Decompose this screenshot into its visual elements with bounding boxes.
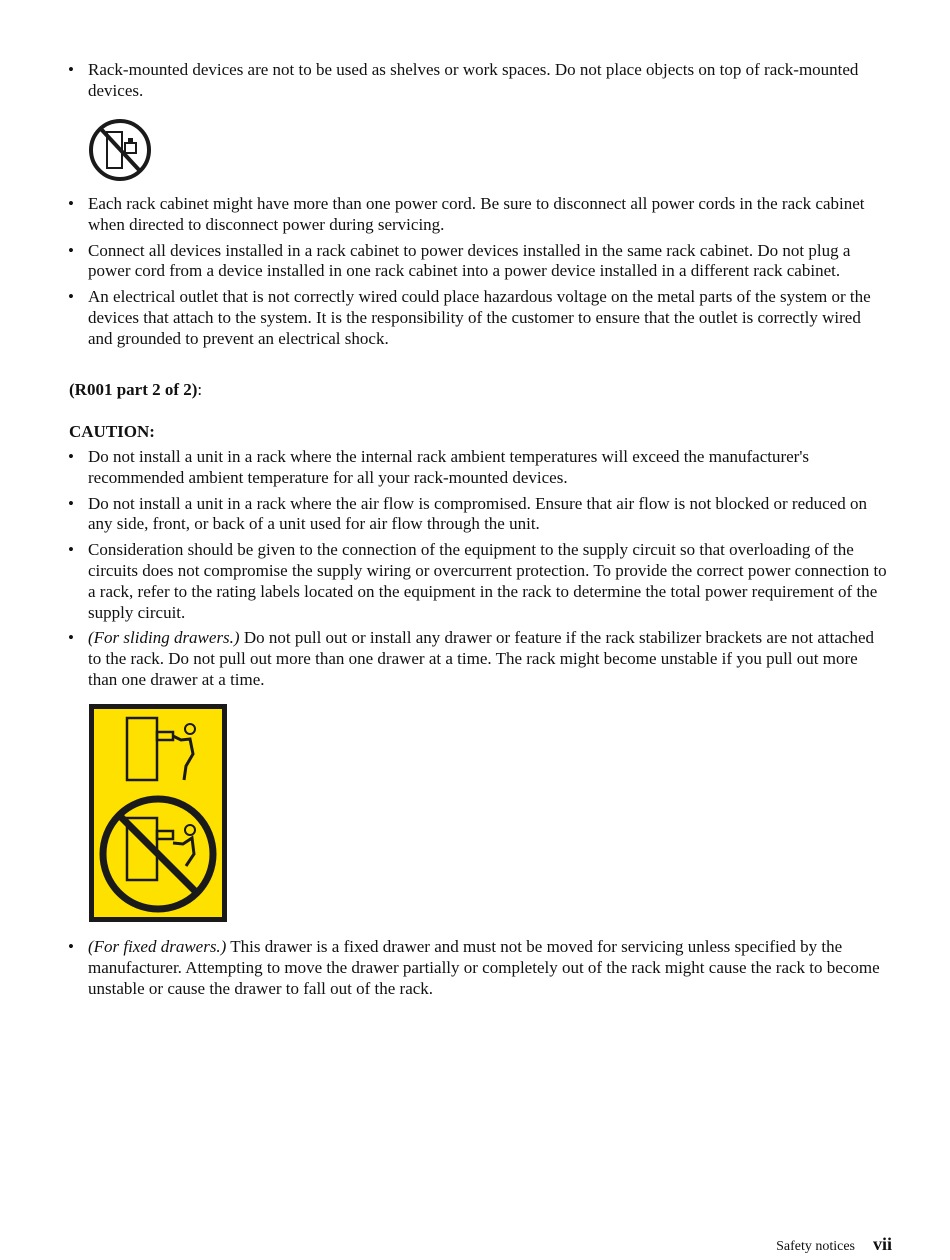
list-item-text: Do not install a unit in a rack where the air flow is compromised. Ensure that air flow is not blocked or reduced on any side, front, or back of a unit used for air flow through the unit. <box>88 493 867 534</box>
list-item-text: Connect all devices installed in a rack cabinet to power devices installed in the same rack cabinet. Do not plug a power cord from a device installed in one rack cabinet into a power device installed in a different rack cabinet. <box>88 240 851 281</box>
no-objects-on-rack-icon <box>87 117 153 183</box>
list-item <box>68 494 888 536</box>
bullet: • <box>68 240 74 260</box>
bullet: • <box>68 60 74 79</box>
page-number: vii <box>872 1234 892 1254</box>
caution-label: CAUTION: <box>69 422 155 441</box>
page-footer <box>776 1234 892 1257</box>
list-item-text: An electrical outlet that is not correctly wired could place hazardous voltage on the metal parts of the system or the devices that attach to the system. It is the responsibility of the customer to ensure that the outlet is correctly wired and grounded to prevent an electrical shock. <box>88 287 871 348</box>
fixed-drawers-list <box>68 937 888 1004</box>
bullet: • <box>68 540 74 560</box>
bullet: • <box>68 628 74 648</box>
drawer-stability-warning-icon <box>89 704 227 922</box>
footer-section-title: Safety notices <box>776 1239 855 1254</box>
fixed-drawers-text: This drawer is a fixed drawer and must not be moved for servicing unless specified by the manufacturer. Attempting to move the drawer partially or completely out of the rack might cause the rack to become unstable or cause the drawer to fall out of the rack. <box>88 937 880 998</box>
rack-safety-list-top <box>68 60 888 107</box>
rack-safety-list <box>68 194 888 355</box>
fixed-drawers-prefix: (For fixed drawers.) <box>88 937 227 956</box>
bullet: • <box>68 194 74 213</box>
bullet: • <box>68 447 74 466</box>
bullet: • <box>68 937 74 956</box>
list-item-fixed-drawers <box>68 937 888 999</box>
list-item <box>68 241 888 283</box>
sliding-drawers-text: Do not pull out or install any drawer or feature if the rack stabilizer brackets are not attached to the rack. Do not pull out more than one drawer at a time. The rack might become unstable if you pull out more than one drawer at a time. <box>88 628 875 689</box>
bullet: • <box>68 493 74 513</box>
caution-list <box>68 447 888 696</box>
part-label <box>69 379 202 400</box>
list-item-text: Consideration should be given to the connection of the equipment to the supply circuit so that overloading of the circuits does not compromise the supply wiring or overcurrent protection. To provide the correct power connection to a rack, refer to the rating labels located on the equipment in the rack to determine the total power requirement of the supply circuit. <box>88 540 887 622</box>
part-label-text: (R001 part 2 of 2) <box>69 380 198 399</box>
list-item-sliding-drawers <box>68 628 888 690</box>
list-item-text: Each rack cabinet might have more than one power cord. Be sure to disconnect all power cords in the rack cabinet when directed to disconnect power during servicing. <box>88 194 865 234</box>
list-item <box>68 540 888 623</box>
bullet: • <box>68 287 74 307</box>
part-label-suffix: : <box>197 380 203 399</box>
list-item-text: Do not install a unit in a rack where the internal rack ambient temperatures will exceed the manufacturer's recommended ambient temperature for all your rack-mounted devices. <box>88 447 810 487</box>
list-item <box>68 60 888 102</box>
list-item-text: Rack-mounted devices are not to be used as shelves or work spaces. Do not place objects on top of rack-mounted devices. <box>88 60 859 100</box>
list-item <box>68 447 888 489</box>
sliding-drawers-prefix: (For sliding drawers.) <box>88 628 240 648</box>
list-item <box>68 194 888 236</box>
list-item <box>68 287 888 349</box>
